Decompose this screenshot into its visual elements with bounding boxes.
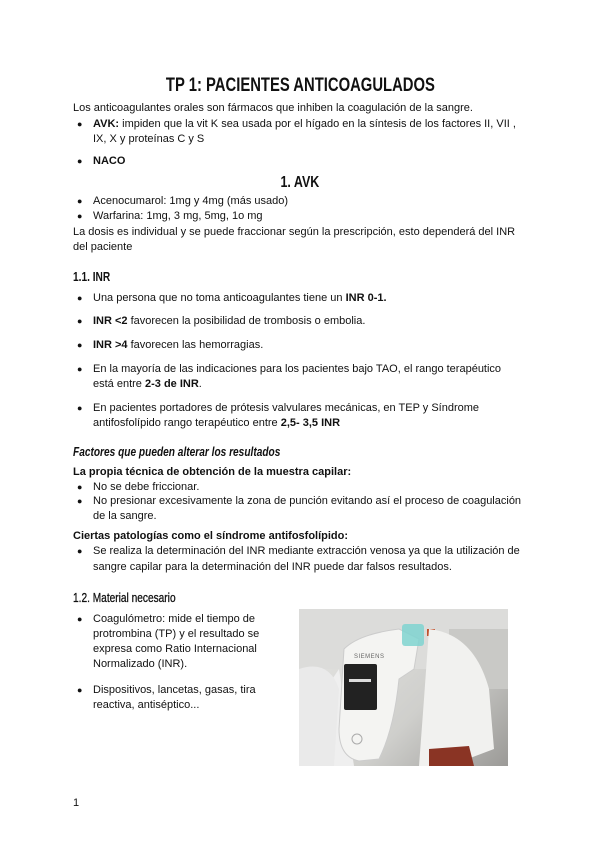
list-item-cont: de la sangre. [93,510,157,522]
bullet: ● [77,546,83,556]
bullet: ● [77,614,83,624]
list-item: INR >4 favorecen las hemorragias. [93,339,264,351]
bullet: ● [77,293,83,303]
avk-item: AVK: impiden que la vit K sea usada por el hígado en la síntesis de los factores II, VII , [93,118,516,130]
list-item-cont: reactiva, antiséptico... [93,699,200,711]
coagulometer-photo [299,609,508,766]
device-brand-label: SIEMENS [354,654,385,660]
page-title: TP 1: PACIENTES ANTICOAGULADOS [165,75,435,96]
dosis-text: La dosis es individual y se puede fraccionar según la prescripción, esto dependerá del INR [73,226,516,238]
list-item: No se debe friccionar. [93,481,200,493]
list-item: No presionar excesivamente la zona de punción evitando así el proceso de coagulación [93,495,522,507]
bullet: ● [77,364,83,374]
list-item-cont: protrombina (TP) y el resultado se [93,628,260,640]
bullet: ● [77,340,83,350]
list-item-cont: sangre capilar para la determinación del INR puede dar falsos resultados. [93,561,452,573]
list-item: En la mayoría de las indicaciones para los pacientes bajo TAO, el rango terapéutico [93,363,502,375]
naco-item: NACO [93,155,126,167]
tecnica-heading: La propia técnica de obtención de la muestra capilar: [73,466,352,478]
list-item: Dispositivos, lancetas, gasas, tira [93,684,256,696]
factores-heading: Factores que pueden alterar los resultados [73,444,281,459]
bullet: ● [77,316,83,326]
list-item-cont: expresa como Ratio Internacional [93,643,257,655]
list-item-cont: antifosfolípido rango terapéutico entre 2,5- 3,5 INR [93,417,341,429]
list-item: INR <2 favorecen la posibilidad de trombosis o embolia. [93,315,366,327]
bullet: ● [77,685,83,695]
section-heading-material: 1.2. Material necesario [73,590,176,605]
list-item: Una persona que no toma anticoagulantes tiene un INR 0-1. [93,292,387,304]
patologias-heading: Ciertas patologías como el síndrome antifosfolípido: [73,530,349,542]
bullet: ● [77,482,83,492]
avk-item-cont: IX, X y proteínas C y S [93,133,205,145]
list-item-cont: Normalizado (INR). [93,658,188,670]
intro-text: Los anticoagulantes orales son fármacos que inhiben la coagulación de la sangre. [73,102,473,114]
bullet: ● [77,156,83,166]
bullet: ● [77,119,83,129]
list-item: Acenocumarol: 1mg y 4mg (más usado) [93,195,289,207]
list-item-cont: está entre 2-3 de INR. [93,378,202,390]
bullet: ● [77,496,83,506]
section-heading-avk: 1. AVK [280,174,320,191]
section-heading-inr: 1.1. INR [73,269,111,284]
page-number: 1 [73,797,80,809]
list-item: Se realiza la determinación del INR mediante extracción venosa ya que la utilización de [93,545,520,557]
bullet: ● [77,211,83,221]
dosis-text: del paciente [73,241,133,253]
list-item: En pacientes portadores de prótesis valvulares mecánicas, en TEP y Síndrome [93,402,480,414]
list-item: Warfarina: 1mg, 3 mg, 5mg, 1o mg [93,210,263,222]
bullet: ● [77,403,83,413]
list-item: Coagulómetro: mide el tiempo de [93,613,256,625]
bullet: ● [77,196,83,206]
